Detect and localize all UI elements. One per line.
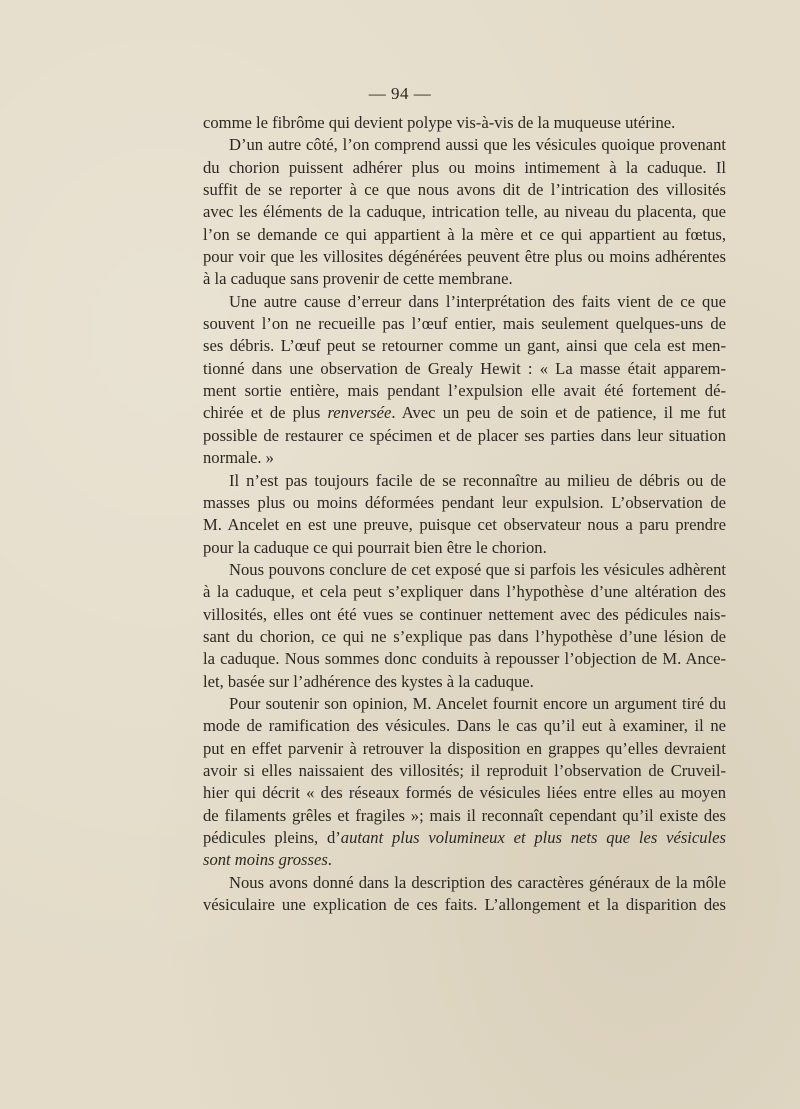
text-line: villosités, elles ont été vues se continuer nettement avec des pédicules nais-: [203, 604, 726, 624]
text-line: sant du chorion, ce qui ne s’explique pas dans l’hypothèse d’une lésion de: [203, 626, 726, 646]
text-line: Nous pouvons conclure de cet exposé que si parfois les vésicules adhèrent: [229, 559, 726, 579]
body-text: [203, 112, 726, 916]
text-line: M. Ancelet en est une preuve, puisque cet observateur nous a paru prendre: [203, 515, 726, 535]
text-line: souvent l’on ne recueille pas l’œuf entier, mais seulement quelques-uns de: [203, 314, 726, 334]
text-line: du chorion puissent adhérer plus ou moins intimement à la caduque. Il: [203, 157, 726, 177]
text-line: pédicules pleins, d’autant plus volumineux et plus nets que les vésicules: [203, 828, 726, 847]
text-line: pour la caduque ce qui pourrait bien être le chorion.: [203, 537, 547, 557]
text-line: masses plus ou moins déformées pendant leur expulsion. L’observation de: [203, 492, 726, 512]
text-line: Nous avons donné dans la description des caractères généraux de la môle: [229, 872, 726, 892]
text-line: de filaments grêles et fragiles »; mais il reconnaît cependant qu’il existe des: [203, 805, 726, 825]
text-line: ment sortie entière, mais pendant l’expulsion elle avait été fortement dé-: [203, 381, 726, 401]
italic-text: renversée: [327, 403, 392, 423]
text-line: à la caduque, et cela peut s’expliquer dans l’hypothèse d’une altération des: [203, 582, 726, 602]
text-line: hier qui décrit « des réseaux formés de vésicules liées entre elles au moyen: [203, 783, 726, 803]
text-line: mode de ramification des vésicules. Dans le cas qu’il eut à examiner, il ne: [203, 716, 726, 736]
text-line: comme le fibrôme qui devient polype vis-à-vis de la muqueuse utérine.: [203, 113, 676, 132]
text-line: avec les éléments de la caduque, intrication telle, au niveau du placenta, que: [203, 202, 726, 222]
text-line: chirée et de plus renversée. Avec un peu de soin et de patience, il me fut: [203, 403, 726, 423]
text-line: sont moins grosses.: [203, 850, 332, 870]
italic-text: autant plus volumineux et plus nets que les vésicules: [340, 828, 726, 847]
text-line: la caduque. Nous sommes donc conduits à repousser l’objection de M. Ance-: [203, 649, 726, 669]
text-line: l’on se demande ce qui appartient à la mère et ce qui appartient au fœtus,: [203, 224, 726, 244]
text-line: ses débris. L’œuf peut se retourner comme un gant, ainsi que cela est men-: [203, 336, 726, 356]
text-line: Pour soutenir son opinion, M. Ancelet fournit encore un argument tiré du: [229, 693, 726, 713]
text-line: tionné dans une observation de Grealy Hewit : « La masse était apparem-: [203, 358, 726, 378]
text-line: pour voir que les villosites dégénérées peuvent être plus ou moins adhérentes: [203, 247, 726, 267]
text-line: put en effet parvenir à retrouver la disposition en grappes qu’elles devraient: [203, 738, 726, 758]
page-number: — 94 —: [368, 84, 432, 103]
text-line: Il n’est pas toujours facile de se reconnaître au milieu de débris ou de: [229, 470, 726, 490]
text-line: à la caduque sans provenir de cette membrane.: [203, 269, 513, 289]
text-line: let, basée sur l’adhérence des kystes à la caduque.: [203, 671, 534, 691]
text-line: suffit de se reporter à ce que nous avons dit de l’intrication des villosités: [203, 180, 726, 200]
text-line: Une autre cause d’erreur dans l’interprétation des faits vient de ce que: [229, 291, 726, 311]
text-line: avoir si elles naissaient des villosités; il reproduit l’observation de Cruveil-: [203, 760, 726, 780]
text-line: possible de restaurer ce spécimen et de placer ses parties dans leur situation: [203, 425, 726, 445]
italic-text: sont moins grosses: [203, 850, 328, 870]
text-line: vésiculaire une explication de ces faits. L’allongement et la disparition des: [203, 895, 726, 915]
text-line: normale. »: [203, 448, 274, 468]
text-line: D’un autre côté, l’on comprend aussi que les vésicules quoique provenant: [229, 135, 726, 155]
